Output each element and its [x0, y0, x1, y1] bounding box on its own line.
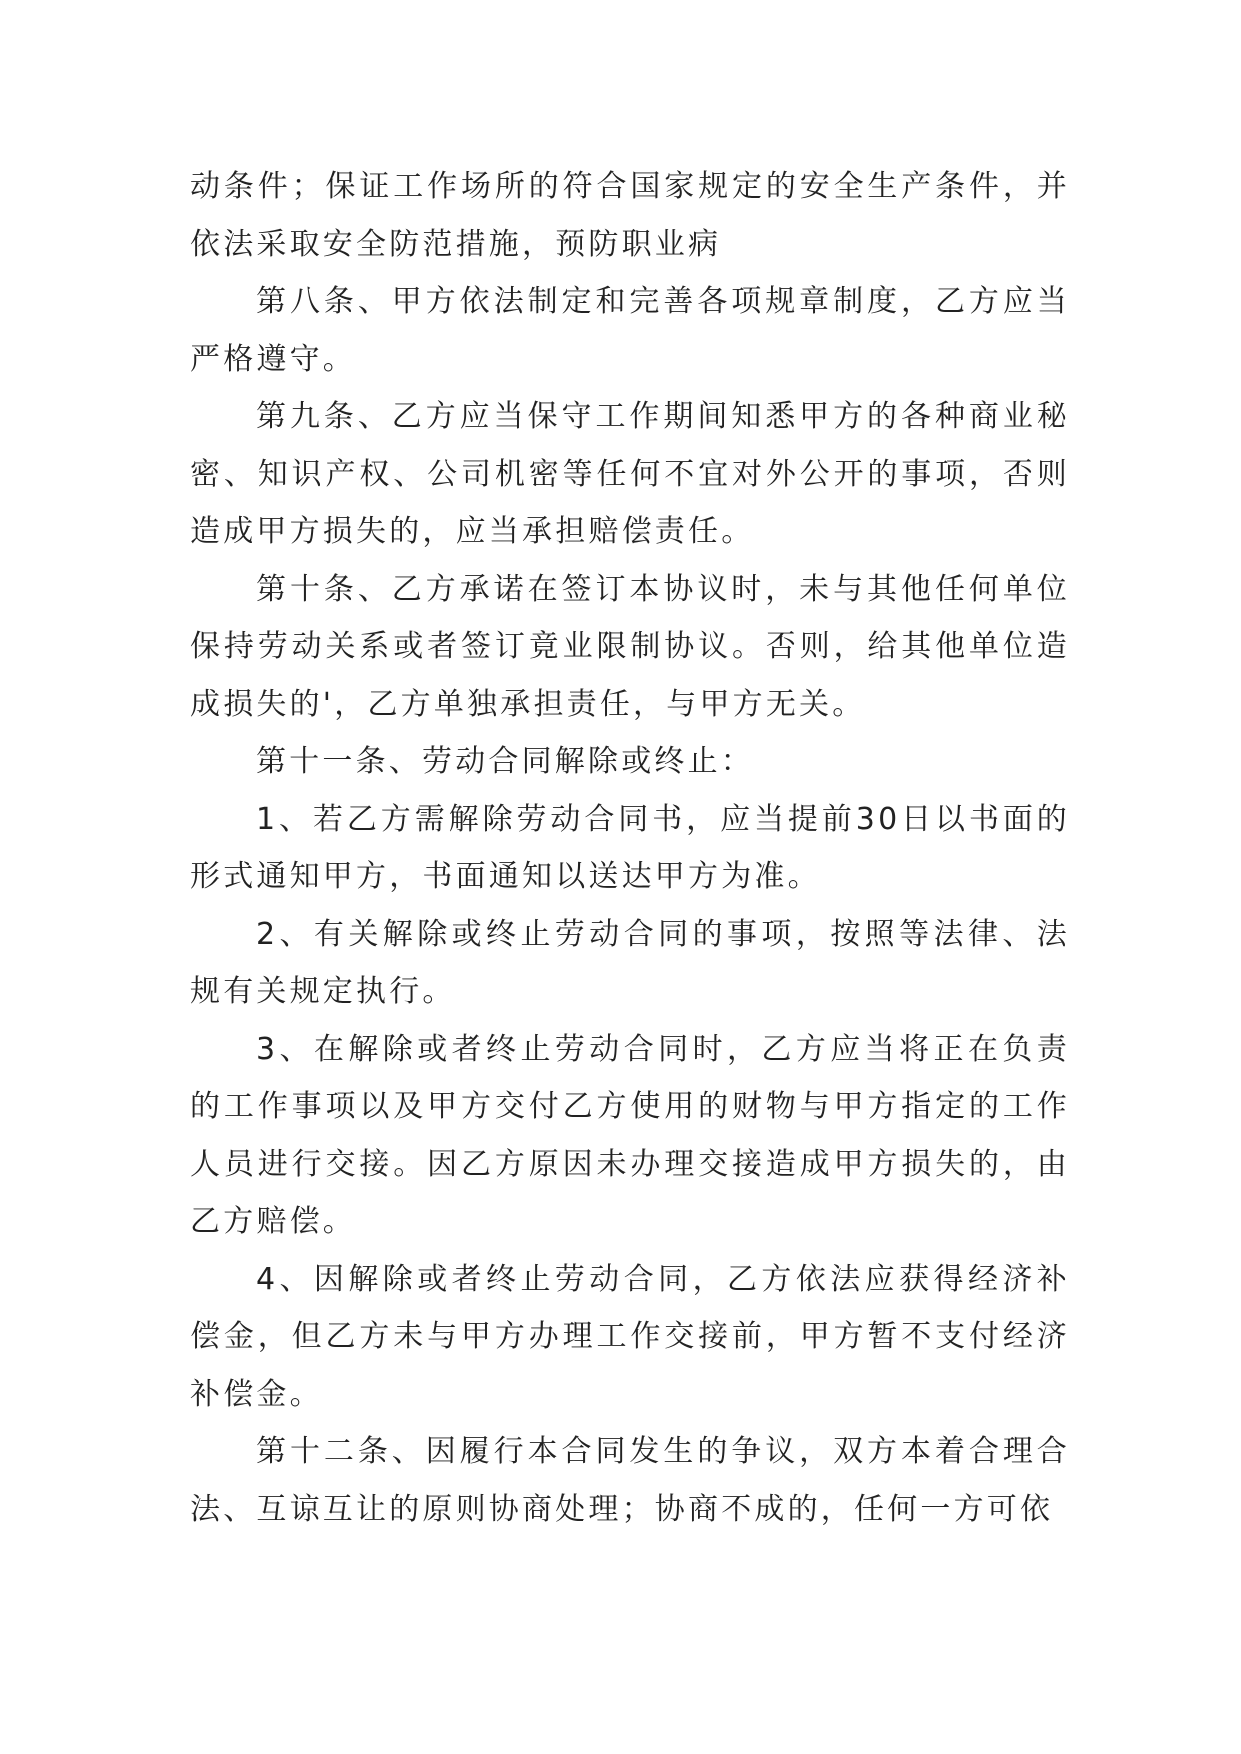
- paragraph-article-9: 第九条、乙方应当保守工作期间知悉甲方的各种商业秘密、知识产权、公司机密等任何不宜对外公开的事项，否则造成甲方损失的，应当承担赔偿责任。: [190, 399, 1070, 549]
- paragraph-continuation: 动条件；保证工作场所的符合国家规定的安全生产条件，并依法采取安全防范措施，预防职业病: [190, 169, 1070, 262]
- paragraph-article-10: 第十条、乙方承诺在签订本协议时，未与其他任何单位保持劳动关系或者签订竟业限制协议。否则，给其他单位造成损失的'，乙方单独承担责任，与甲方无关。: [190, 571, 1070, 722]
- document-body: [190, 158, 1070, 1538]
- paragraph-item-2: 2、有关解除或终止劳动合同的事项，按照等法律、法规有关规定执行。: [190, 916, 1070, 1009]
- paragraph-item-3: 3、在解除或者终止劳动合同时，乙方应当将正在负责的工作事项以及甲方交付乙方使用的财物与甲方指定的工作人员进行交接。因乙方原因未办理交接造成甲方损失的，由乙方赔偿。: [190, 1031, 1070, 1239]
- paragraph-article-12: 第十二条、因履行本合同发生的争议，双方本着合理合法、互谅互让的原则协商处理；协商不成的，任何一方可依: [190, 1434, 1070, 1527]
- paragraph-article-8: 第八条、甲方依法制定和完善各项规章制度，乙方应当严格遵守。: [190, 284, 1070, 377]
- paragraph-item-1: 1、若乙方需解除劳动合同书，应当提前30日以书面的形式通知甲方，书面通知以送达甲方为准。: [190, 801, 1070, 894]
- paragraph-item-4: 4、因解除或者终止劳动合同，乙方依法应获得经济补偿金，但乙方未与甲方办理工作交接前，甲方暂不支付经济补偿金。: [190, 1261, 1070, 1412]
- paragraph-article-11: 第十一条、劳动合同解除或终止：: [256, 744, 754, 779]
